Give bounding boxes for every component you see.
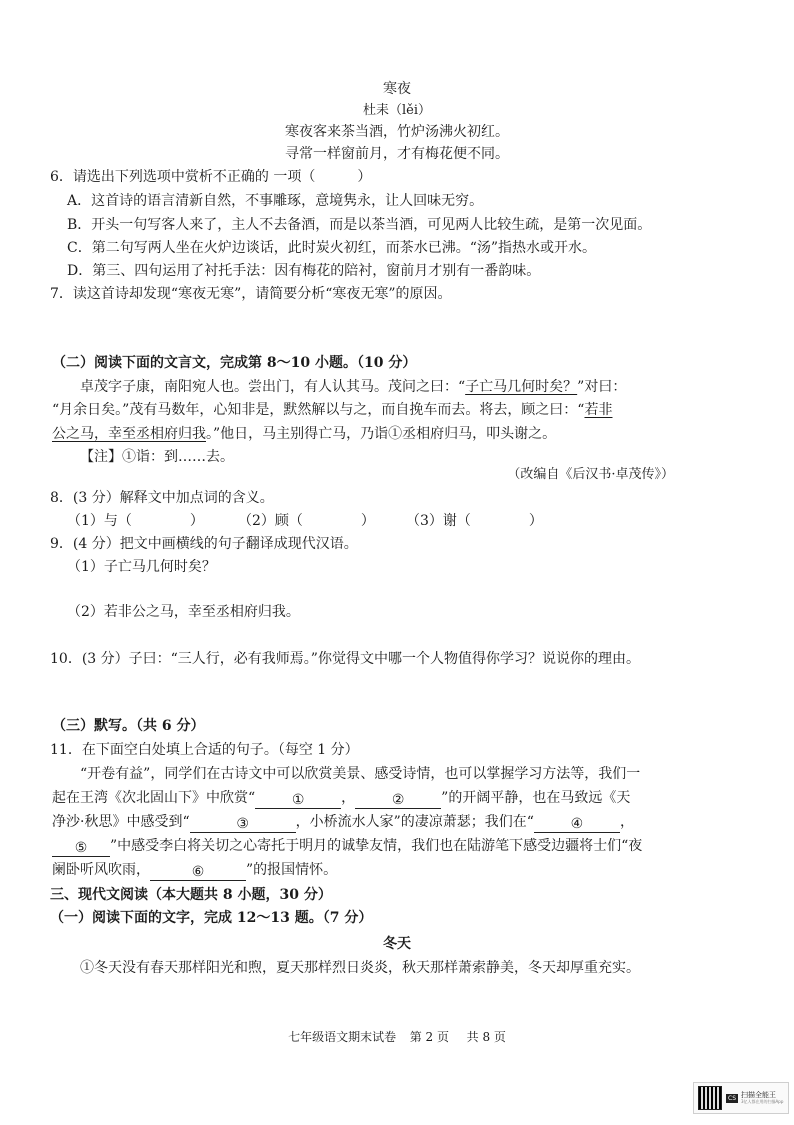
qr-code-icon <box>698 1086 722 1110</box>
passage-source: （改编自《后汉书·卓茂传》） <box>507 467 674 482</box>
fill-text: ”的开阔平静，也在马致远《天 <box>441 790 631 806</box>
fill-blank-1[interactable]: ① <box>255 793 341 809</box>
part3-heading: 三、现代文阅读（本大题共 8 小题，30 分） <box>50 887 332 903</box>
q10-question: 10．(3 分）子曰：“三人行，必有我师焉。”你觉得文中哪一个人物值得你学习？说说你的理由。 <box>50 651 640 667</box>
q11-stem: 11．在下面空白处填上合适的句子。（每空 1 分） <box>50 742 359 758</box>
q8-paren: ） <box>189 513 204 529</box>
fill-text: ”中感受李白将关切之心寄托于明月的诚挚友情，我们也在陆游笔下感受边疆将士们“夜 <box>110 838 643 854</box>
q8-item-1 <box>67 514 204 528</box>
passage-line-1 <box>80 380 626 394</box>
footer-exam-name: 七年级语文期末试卷 <box>288 1030 397 1044</box>
q6-option-c: C．第二句写两人坐在火炉边谈话，此时炭火初红，而茶水已沸。“汤”指热水或开水。 <box>67 240 597 256</box>
fill-text: ，小桥流水人家”的凄凉萧瑟；我们在“ <box>295 814 534 830</box>
q8-paren: ） <box>528 513 543 529</box>
fill-blank-5[interactable]: ⑤ <box>52 841 110 857</box>
q6-option-d: D．第三、四句运用了衬托手法：因有梅花的陪衬，窗前月才别有一番韵味。 <box>67 263 541 279</box>
fill-blank-4[interactable]: ④ <box>534 817 620 833</box>
watermark-app-name: 扫描全能王 <box>741 1090 776 1099</box>
q8-item-3 <box>406 514 543 528</box>
watermark-tagline: 3亿人都在用的扫描App <box>741 1098 784 1104</box>
fill-line-4 <box>52 839 642 857</box>
fill-text: ”的报国情怀。 <box>246 862 338 878</box>
fill-blank-2[interactable]: ② <box>355 793 441 809</box>
q8-item-label: （1）与（ <box>67 513 132 529</box>
passage-line-3 <box>52 427 556 441</box>
fill-blank-3[interactable]: ③ <box>190 817 296 833</box>
q9-stem: 9．(4 分）把文中画横线的句子翻译成现代汉语。 <box>50 536 358 552</box>
passage-text: “月余日矣。”茂有马数年，心知非是，默然解以与之，而自挽车而去。将去，顾之曰：“ <box>52 402 585 418</box>
q9-item-1: （1）子亡马几何时矣？ <box>67 559 216 575</box>
passage-text: ”对曰： <box>577 379 627 395</box>
underlined-sentence: 公之马，幸至丞相府归我 <box>52 426 206 442</box>
fill-line-1: “开卷有益”，同学们在古诗文中可以欣赏美景、感受诗情，也可以掌握学习方法等，我们一 <box>80 766 641 782</box>
q6-stem: 6．请选出下列选项中赏析不正确的 一项（ ） <box>50 169 372 185</box>
camscanner-logo-icon: CS <box>728 1094 736 1102</box>
scanner-watermark <box>693 1082 789 1114</box>
part3-subheading: （一）阅读下面的文字，完成 12～13 题。（7 分） <box>50 910 373 926</box>
page-footer <box>0 1031 794 1043</box>
q7-question: 7．读这首诗却发现“寒夜无寒”，请简要分析“寒夜无寒”的原因。 <box>50 286 452 302</box>
poem-title: 寒夜 <box>383 81 411 97</box>
section2-heading: （二）阅读下面的文言文，完成第 8～10 小题。（10 分） <box>52 355 417 371</box>
fill-text: ， <box>619 814 634 830</box>
passage-text: 。”他日，马主别得亡马，乃诣①丞相府归马，叩头谢之。 <box>206 426 557 442</box>
poem-line-1: 寒夜客来茶当酒，竹炉汤沸火初红。 <box>285 124 509 140</box>
footer-page-number: 第 2 页 <box>409 1030 449 1044</box>
q6-option-a: A．这首诗的语言清新自然，不事雕琢，意境隽永，让人回味无穷。 <box>67 193 484 209</box>
q8-item-2 <box>238 514 375 528</box>
fill-text: 阑卧听风吹雨， <box>52 862 150 878</box>
section3-heading: （三）默写。（共 6 分） <box>52 718 205 734</box>
q6-option-b: B．开头一句写客人来了，主人不去备酒，而是以茶当酒，可见两人比较生疏，是第一次见面。 <box>67 217 652 233</box>
fill-text: 起在王湾《次北固山下》中欣赏“ <box>52 790 256 806</box>
fill-line-3 <box>52 815 634 833</box>
fill-line-2 <box>52 791 630 809</box>
article-title: 冬天 <box>383 936 411 952</box>
underlined-sentence: 若非 <box>584 402 613 418</box>
passage-line-2 <box>52 403 612 417</box>
q8-stem: 8．(3 分）解释文中加点词的含义。 <box>50 490 274 506</box>
poem-author: 杜耒（lěi） <box>362 103 431 118</box>
article-paragraph-1: ①冬天没有春天那样阳光和煦，夏天那样烈日炎炎，秋天那样萧索静美，冬天却厚重充实。 <box>80 960 640 976</box>
q8-item-label: （2）顾（ <box>238 513 303 529</box>
watermark-text <box>741 1092 783 1104</box>
fill-text: 净沙·秋思》中感受到“ <box>52 814 190 830</box>
underlined-sentence: 子亡马几何时矣？ <box>465 379 578 395</box>
fill-text: ， <box>341 790 356 806</box>
fill-blank-6[interactable]: ⑥ <box>150 865 246 881</box>
q8-item-label: （3）谢（ <box>406 513 471 529</box>
passage-note: 【注】①诣：到……去。 <box>80 449 234 465</box>
q9-item-2: （2）若非公之马，幸至丞相府归我。 <box>67 604 300 620</box>
passage-text: 卓茂字子康，南阳宛人也。尝出门，有人认其马。茂问之曰：“ <box>80 379 466 395</box>
footer-total-pages: 共 8 页 <box>466 1030 506 1044</box>
poem-line-2: 寻常一样窗前月，才有梅花便不同。 <box>285 146 509 162</box>
fill-line-5 <box>52 863 337 881</box>
q8-paren: ） <box>360 513 375 529</box>
